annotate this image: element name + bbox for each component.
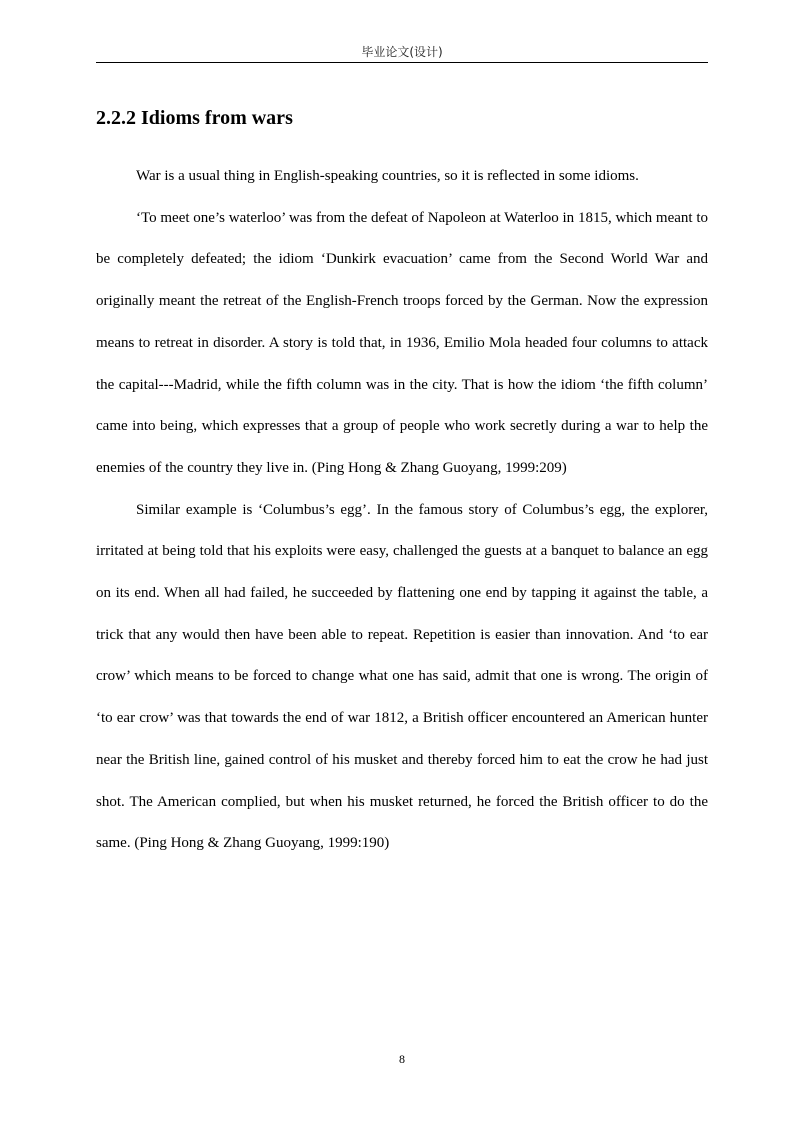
paragraph-intro: War is a usual thing in English-speaking countries, so it is reflected in some idioms. (136, 168, 639, 184)
page-number: 8 (399, 1052, 405, 1066)
page-header-title: 毕业论文(设计) (361, 45, 443, 59)
body-text (96, 156, 708, 865)
paragraph-waterloo: ‘To meet one’s waterloo’ was from the defeat of Napoleon at Waterloo in 1815, which meant to be completely defeated; the idiom ‘Dunkirk evacuation’ came from the Second World War and originally meant the retreat of the English-French troops forced by the German. Now the expression means to retreat in disorder. A story is told that, in 1936, Emilio Mola headed four columns to attack the capital---Madrid, while the fifth column was in the city. That is how the idiom ‘the fifth column’ came into being, which expresses that a group of people who work secretly during a war to help the enemies of the country they live in. (Ping Hong & Zhang Guoyang, 1999:209) (96, 209, 708, 476)
header-divider (96, 62, 708, 63)
section-heading: 2.2.2 Idioms from wars (96, 107, 293, 129)
paragraph-columbus: Similar example is ‘Columbus’s egg’. In the famous story of Columbus’s egg, the explorer, irritated at being told that his exploits were easy, challenged the guests at a banquet to balance an egg on its end. When all had failed, he succeeded by flattening one end by tapping it against the table, a trick that any would then have been able to repeat. Repetition is easier than innovation. And ‘to ear crow’ which means to be forced to change what one has said, admit that one is wrong. The origin of ‘to ear crow’ was that towards the end of war 1812, a British officer encountered an American hunter near the British line, gained control of his musket and thereby forced him to eat the crow he had just shot. The American complied, but when his musket returned, he forced the British officer to do the same. (Ping Hong & Zhang Guoyang, 1999:190) (96, 501, 708, 852)
